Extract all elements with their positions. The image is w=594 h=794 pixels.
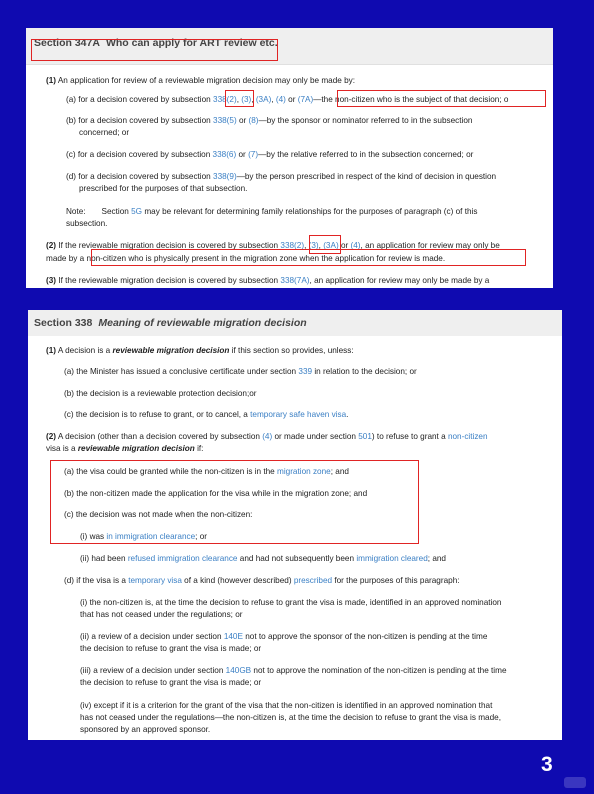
paragraph-label: (ii) bbox=[80, 554, 90, 563]
text: ; or bbox=[195, 532, 207, 541]
link-refused-immigration-clearance[interactable]: refused immigration clearance bbox=[127, 554, 238, 563]
text: If the reviewable migration decision is covered by subsection bbox=[58, 276, 281, 285]
link-5g[interactable]: 5G bbox=[131, 207, 143, 216]
note-cont bbox=[66, 218, 107, 229]
defined-term: reviewable migration decision bbox=[112, 346, 230, 355]
text: , an application for review may only be made by a bbox=[309, 276, 490, 285]
link-501[interactable]: 501 bbox=[358, 432, 372, 441]
link-non-citizen[interactable]: non-citizen bbox=[447, 432, 488, 441]
paragraph-label: (ii) bbox=[80, 632, 90, 641]
paragraph-c bbox=[66, 149, 473, 160]
text: —by the relative referred to in the subsection concerned; or bbox=[258, 150, 474, 159]
link-migration-zone[interactable]: migration zone bbox=[277, 467, 331, 476]
text: A decision (other than a decision covered by subsection bbox=[57, 432, 263, 441]
paragraph-label: (iv) bbox=[80, 701, 92, 710]
text: the visa could be granted while the non-citizen is in the bbox=[76, 467, 278, 476]
text: the decision is a reviewable protection decision;or bbox=[76, 389, 257, 398]
text: the non-citizen is, at the time the decision to refuse to grant the visa is made, identified in an approved nomination bbox=[89, 598, 502, 607]
text: o bbox=[501, 95, 509, 104]
text: made by a bbox=[46, 254, 87, 263]
text: the Minister has issued a conclusive certificate under section bbox=[76, 367, 299, 376]
subparagraph-d-iii bbox=[80, 665, 507, 676]
subparagraph-d-ii bbox=[80, 631, 487, 642]
paragraph-b-cont bbox=[79, 127, 129, 138]
text: or bbox=[338, 241, 351, 250]
text: —by the sponsor or nominator referred to in the subsection bbox=[258, 116, 473, 125]
link-7[interactable]: (7) bbox=[248, 150, 259, 159]
link-338-2[interactable]: 338(2) bbox=[213, 95, 237, 104]
text: A decision is a bbox=[57, 346, 113, 355]
subsection-2 bbox=[46, 431, 488, 442]
subparagraph-d-iv-cont2 bbox=[80, 724, 210, 735]
subsection-number: (2) bbox=[46, 432, 57, 441]
paragraph-d bbox=[64, 575, 460, 586]
paragraph-a bbox=[66, 94, 508, 105]
subsection-2 bbox=[46, 240, 500, 251]
section-number: Section 347A bbox=[34, 37, 100, 49]
text: not to approve the nomination of the non-citizen is pending at the time bbox=[251, 666, 507, 675]
link-prescribed[interactable]: prescribed bbox=[293, 576, 333, 585]
text: —by the person prescribed in respect of the kind of decision in question bbox=[236, 172, 497, 181]
link-338-5[interactable]: 338(5) bbox=[213, 116, 237, 125]
text: , bbox=[251, 95, 256, 104]
section-338-title bbox=[34, 317, 307, 329]
text: that has not ceased under the regulations; or bbox=[80, 610, 243, 619]
text: for a decision covered by subsection bbox=[78, 95, 214, 104]
section-number: Section 338 bbox=[34, 317, 93, 329]
paragraph-label: (a) bbox=[64, 367, 75, 376]
subparagraph-d-iii-cont bbox=[80, 677, 261, 688]
text: of a kind (however described) bbox=[181, 576, 294, 585]
text: a review of a decision under section bbox=[93, 666, 226, 675]
text: has not ceased under the regulations—the non-citizen is, at the time the decision to refuse to grant the visa is made, bbox=[80, 713, 501, 722]
link-3[interactable]: (3) bbox=[241, 95, 252, 104]
subsection-2-cont bbox=[46, 253, 445, 264]
link-338-9[interactable]: 338(9) bbox=[213, 172, 237, 181]
paragraph-label: (b) bbox=[66, 116, 77, 125]
paragraph-c bbox=[64, 509, 252, 520]
subsection-1 bbox=[46, 345, 354, 356]
paragraph-label: (d) bbox=[64, 576, 75, 585]
subparagraph-d-i-cont bbox=[80, 609, 243, 620]
text: except if it is a criterion for the grant of the visa that the non-citizen is identified in an approved nomination that bbox=[93, 701, 493, 710]
text: for a decision covered by subsection bbox=[77, 150, 213, 159]
paragraph-label: (b) bbox=[64, 389, 75, 398]
paragraph-d bbox=[66, 171, 496, 182]
paragraph-b bbox=[64, 388, 257, 399]
text: the decision is to refuse to grant, or to cancel, a bbox=[75, 410, 251, 419]
note bbox=[66, 206, 477, 217]
link-338-7a[interactable]: 338(7A) bbox=[280, 276, 310, 285]
note-label: Note: bbox=[66, 207, 86, 216]
paragraph-label: (a) bbox=[64, 467, 75, 476]
link-4[interactable]: (4) bbox=[262, 432, 273, 441]
section-heading: Meaning of reviewable migration decision bbox=[98, 317, 307, 329]
text: if: bbox=[194, 444, 204, 453]
subsection-number: (2) bbox=[46, 241, 57, 250]
text: if this section so provides, unless: bbox=[229, 346, 354, 355]
text: the non-citizen who is the subject of that decision; bbox=[321, 95, 502, 104]
link-339[interactable]: 339 bbox=[298, 367, 313, 376]
defined-term: reviewable migration decision bbox=[77, 444, 195, 453]
section-347a-panel bbox=[26, 28, 553, 288]
paragraph-a bbox=[64, 466, 349, 477]
paragraph-label: (a) bbox=[66, 95, 77, 104]
text: the non-citizen made the application for the visa while in the migration zone; and bbox=[76, 489, 368, 498]
text: subsection. bbox=[66, 219, 108, 228]
text: if the visa is a bbox=[76, 576, 129, 585]
paragraph-label: (c) bbox=[64, 410, 74, 419]
subsection-number: (1) bbox=[46, 346, 57, 355]
link-140e[interactable]: 140E bbox=[223, 632, 243, 641]
text: may be relevant for determining family relationships for the purposes of paragraph (c) of this bbox=[142, 207, 478, 216]
subparagraph-d-iv bbox=[80, 700, 492, 711]
paragraph-label: (d) bbox=[66, 172, 77, 181]
watermark-badge bbox=[564, 777, 586, 788]
text: for a decision covered by subsection bbox=[78, 172, 214, 181]
link-3a[interactable]: (3A) bbox=[255, 95, 272, 104]
text: , bbox=[304, 241, 309, 250]
paragraph-b bbox=[66, 115, 472, 126]
text: or made under section bbox=[272, 432, 359, 441]
text: prescribed for the purposes of that subsection. bbox=[79, 184, 248, 193]
text: , bbox=[236, 95, 242, 104]
subsection-number: (1) bbox=[46, 76, 57, 85]
paragraph-label: (i) bbox=[80, 598, 88, 607]
link-temporary-visa[interactable]: temporary visa bbox=[128, 576, 182, 585]
section-347a-title bbox=[34, 37, 278, 49]
subparagraph-i bbox=[80, 531, 207, 542]
link-4[interactable]: (4) bbox=[350, 241, 361, 250]
subsection-number: (3) bbox=[46, 276, 57, 285]
link-3a[interactable]: (3A) bbox=[323, 241, 339, 250]
section-347a-header bbox=[26, 28, 553, 65]
paragraph-d-cont bbox=[79, 183, 247, 194]
text: — bbox=[313, 95, 322, 104]
text: for a decision covered by subsection bbox=[78, 116, 214, 125]
paragraph-label: (c) bbox=[64, 510, 74, 519]
text: non-citizen who is physically present in the migration zone when the application for review is made. bbox=[86, 254, 446, 263]
subsection-text: An application for review of a reviewable migration decision may only be made by: bbox=[57, 76, 356, 85]
text: visa is a bbox=[46, 444, 78, 453]
link-7a[interactable]: (7A) bbox=[297, 95, 314, 104]
paragraph-c bbox=[64, 409, 348, 420]
section-338-panel bbox=[28, 310, 562, 740]
text: , bbox=[318, 241, 324, 250]
text: Section bbox=[101, 207, 132, 216]
text: If the reviewable migration decision is covered by subsection bbox=[58, 241, 281, 250]
paragraph-label: (iii) bbox=[80, 666, 91, 675]
subparagraph-ii bbox=[80, 553, 446, 564]
link-in-immigration-clearance[interactable]: in immigration clearance bbox=[106, 532, 196, 541]
text: a review of a decision under section bbox=[91, 632, 224, 641]
paragraph-b bbox=[64, 488, 367, 499]
subsection-2-cont bbox=[46, 443, 203, 454]
section-338-header bbox=[28, 310, 562, 336]
text: or bbox=[236, 116, 249, 125]
paragraph-label: (b) bbox=[64, 489, 75, 498]
subparagraph-d-ii-cont bbox=[80, 643, 261, 654]
text: had been bbox=[91, 554, 128, 563]
text: sponsored by an approved sponsor. bbox=[80, 725, 211, 734]
link-338-6[interactable]: 338(6) bbox=[212, 150, 237, 159]
paragraph-label: (c) bbox=[66, 150, 76, 159]
text: or bbox=[236, 150, 249, 159]
text: ) to refuse to grant a bbox=[371, 432, 448, 441]
link-temporary-safe-haven-visa[interactable]: temporary safe haven visa bbox=[250, 410, 347, 419]
text: , bbox=[271, 95, 276, 104]
link-immigration-cleared[interactable]: immigration cleared bbox=[356, 554, 428, 563]
text: for the purposes of this paragraph: bbox=[332, 576, 460, 585]
text: ; and bbox=[427, 554, 446, 563]
page-number: 3 bbox=[541, 753, 553, 776]
link-3[interactable]: (3) bbox=[308, 241, 319, 250]
text: and had not subsequently been bbox=[237, 554, 357, 563]
link-8[interactable]: (8) bbox=[248, 116, 259, 125]
paragraph-label: (i) bbox=[80, 532, 88, 541]
section-heading: Who can apply for ART review etc. bbox=[105, 37, 278, 49]
text: the decision to refuse to grant the visa is made; or bbox=[80, 678, 262, 687]
text: , an application for review may only be bbox=[360, 241, 500, 250]
text: in relation to the decision; or bbox=[312, 367, 417, 376]
text: ; and bbox=[330, 467, 349, 476]
text: concerned; or bbox=[79, 128, 130, 137]
text: the decision was not made when the non-citizen: bbox=[75, 510, 253, 519]
subparagraph-d-iv-cont bbox=[80, 712, 501, 723]
link-338-2[interactable]: 338(2) bbox=[280, 241, 305, 250]
text: not to approve the sponsor of the non-citizen is pending at the time bbox=[242, 632, 488, 641]
text: was bbox=[89, 532, 107, 541]
text: or bbox=[285, 95, 298, 104]
subsection-1 bbox=[46, 75, 355, 86]
text: . bbox=[346, 410, 349, 419]
paragraph-a bbox=[64, 366, 417, 377]
subsection-3 bbox=[46, 275, 489, 286]
subparagraph-d-i bbox=[80, 597, 501, 608]
text: the decision to refuse to grant the visa is made; or bbox=[80, 644, 262, 653]
link-140gb[interactable]: 140GB bbox=[225, 666, 252, 675]
link-4[interactable]: (4) bbox=[275, 95, 286, 104]
